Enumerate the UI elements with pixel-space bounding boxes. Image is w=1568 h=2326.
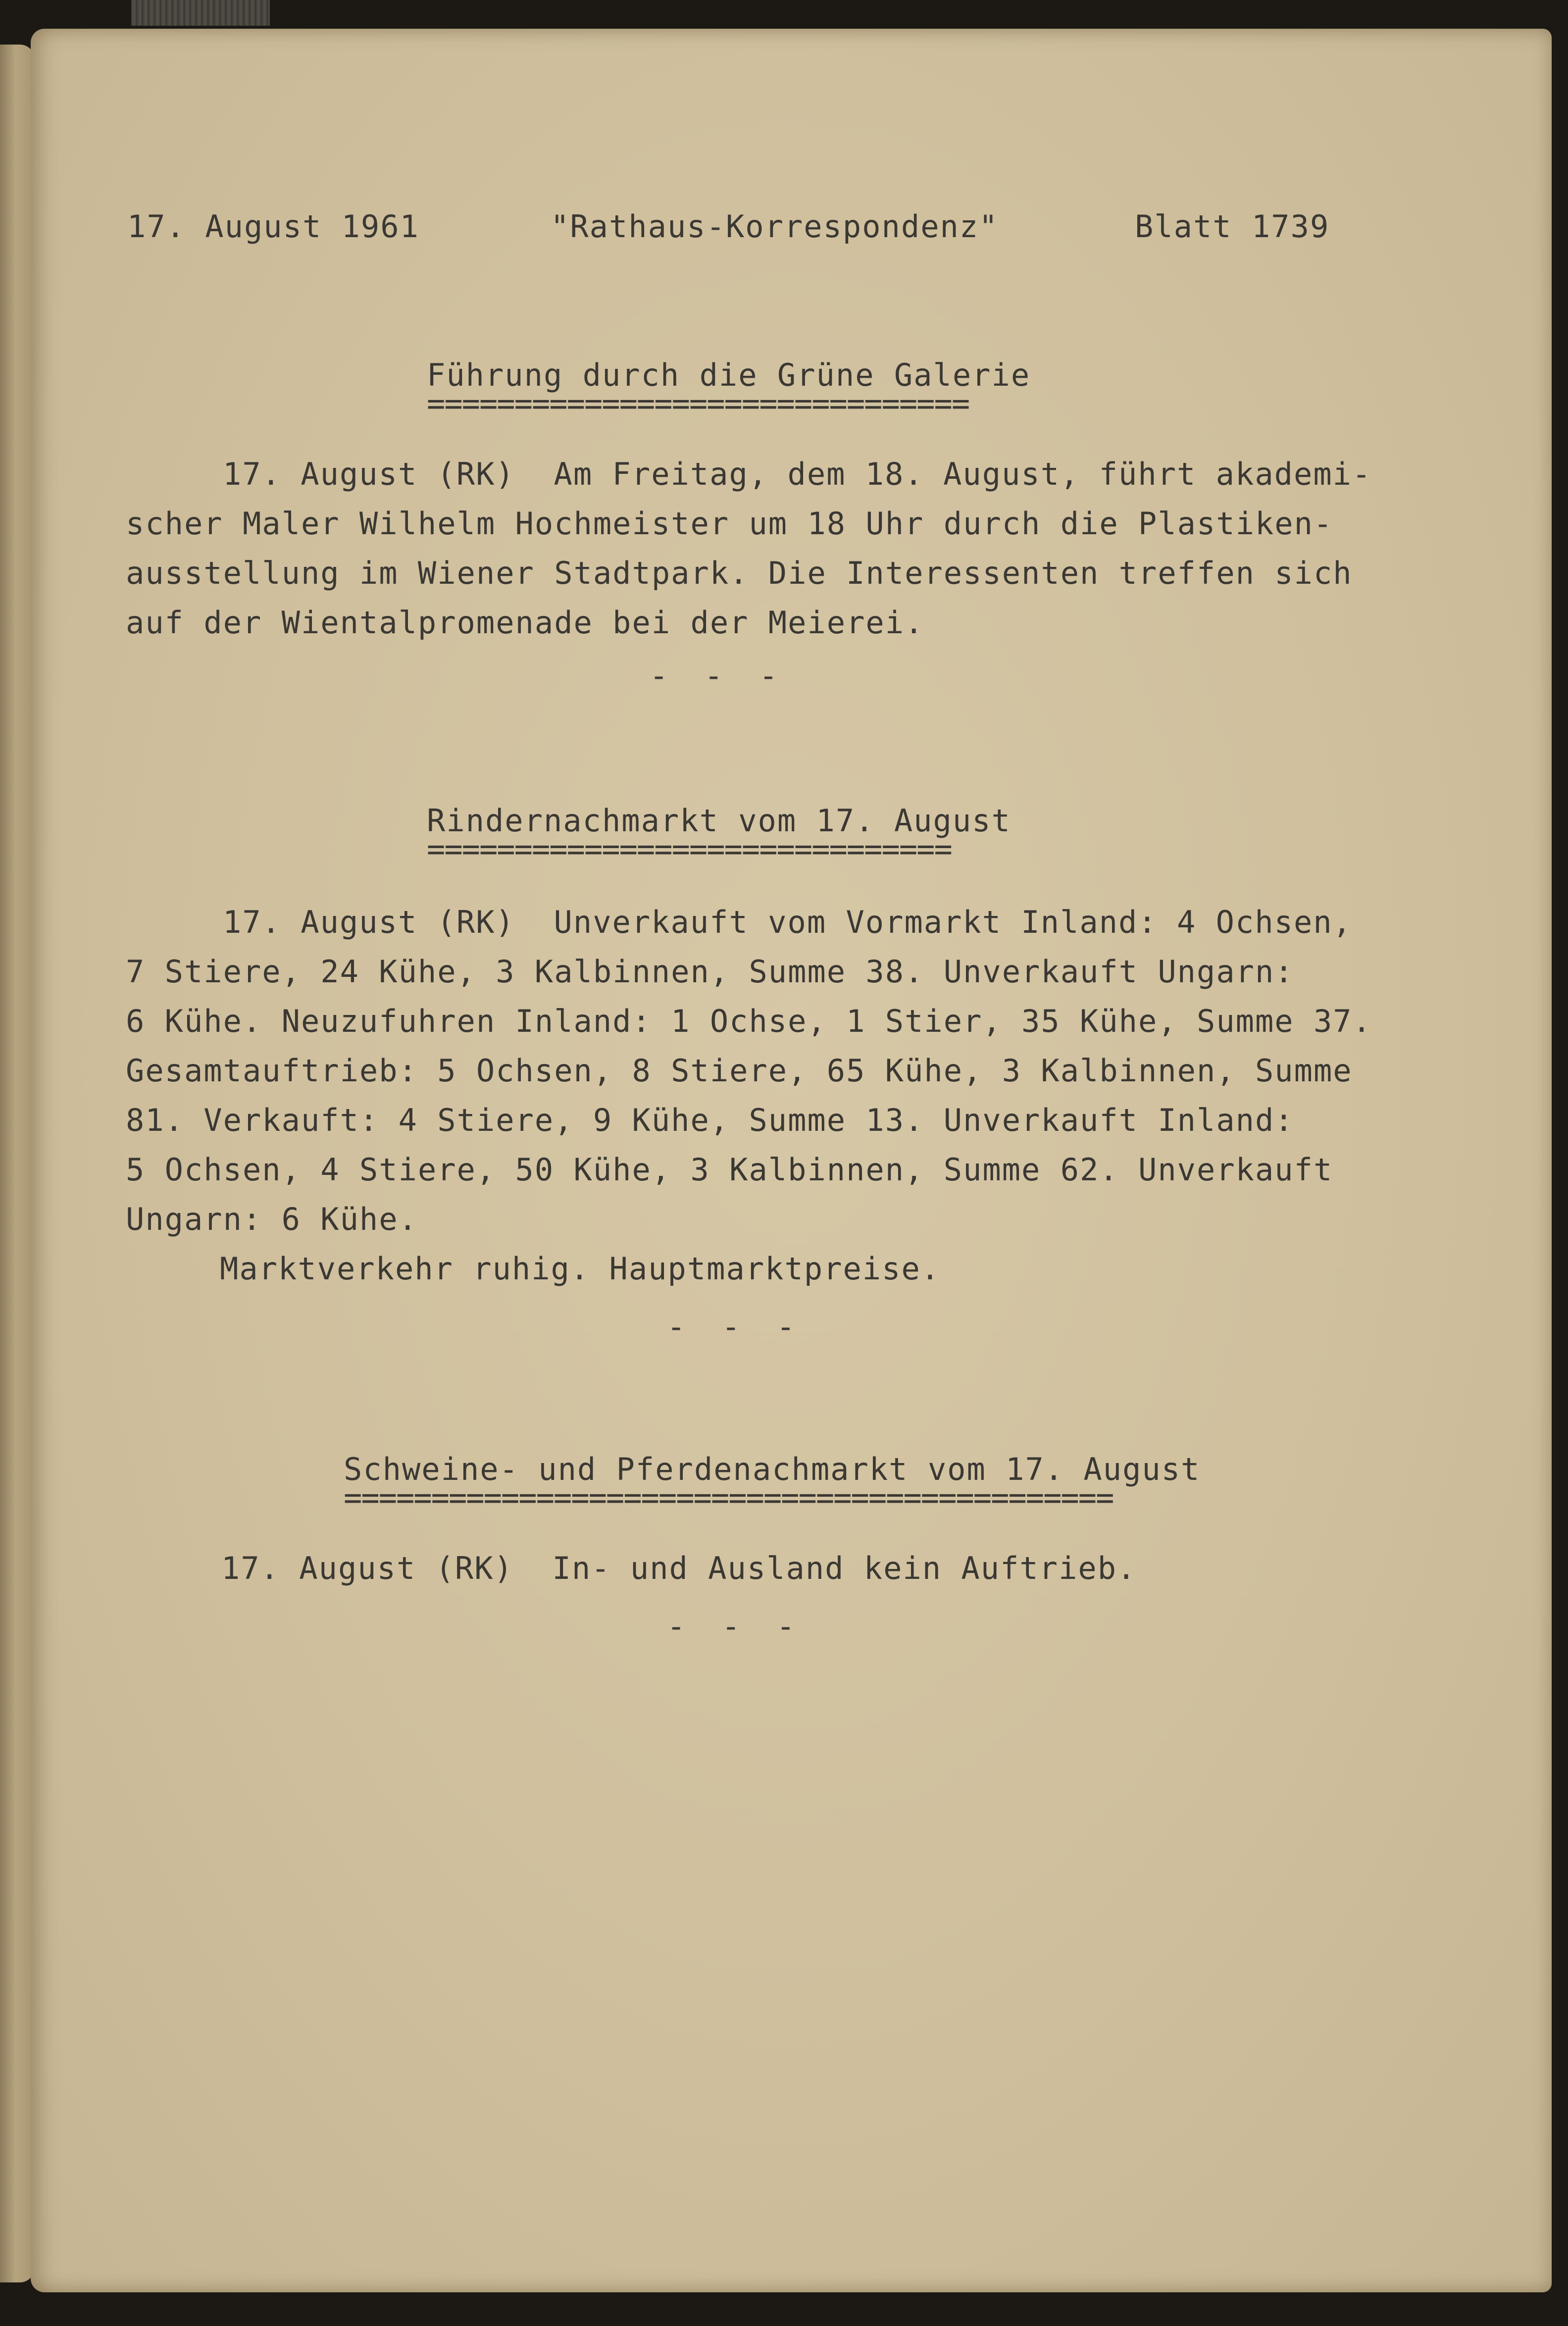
article-line: 6 Kühe. Neuzufuhren Inland: 1 Ochse, 1 Stier, 35 Kühe, Summe 37.	[126, 1003, 1372, 1039]
header-date: 17. August 1961	[127, 208, 419, 245]
left-page-edge	[0, 45, 35, 2282]
section-separator: - - -	[667, 1309, 804, 1345]
section-separator: - - -	[650, 657, 787, 694]
article-line: 17. August (RK) Am Freitag, dem 18. August, führt akademi-	[223, 456, 1372, 492]
article-line: 5 Ochsen, 4 Stiere, 50 Kühe, 3 Kalbinnen, Summe 62. Unverkauft	[126, 1152, 1333, 1188]
title-underline: ============================================	[344, 1488, 1113, 1508]
article-line: scher Maler Wilhelm Hochmeister um 18 Uhr durch die Plastiken-	[126, 506, 1333, 542]
header-sheet-number: Blatt 1739	[1135, 208, 1330, 245]
article-line: ausstellung im Wiener Stadtpark. Die Interessenten treffen sich	[126, 555, 1353, 591]
binding-strip	[131, 0, 270, 26]
article-line: 17. August (RK) In- und Ausland kein Auftrieb.	[221, 1550, 1137, 1586]
article-line: Ungarn: 6 Kühe.	[126, 1201, 418, 1237]
article-line: 17. August (RK) Unverkauft vom Vormarkt Inland: 4 Ochsen,	[223, 904, 1352, 940]
article-line: Gesamtauftrieb: 5 Ochsen, 8 Stiere, 65 Kühe, 3 Kalbinnen, Summe	[126, 1053, 1353, 1089]
article-title: Schweine- und Pferdenachmarkt vom 17. August	[344, 1451, 1201, 1487]
article-line: auf der Wientalpromenade bei der Meierei.	[126, 605, 924, 641]
header-publication: "Rathaus-Korrespondenz"	[551, 208, 999, 245]
document-page	[31, 29, 1552, 2292]
section-separator: - - -	[667, 1608, 804, 1644]
article-line: 7 Stiere, 24 Kühe, 3 Kalbinnen, Summe 38. Unverkauft Ungarn:	[126, 954, 1294, 990]
article-line: 81. Verkauft: 4 Stiere, 9 Kühe, Summe 13. Unverkauft Inland:	[126, 1102, 1294, 1138]
article-line: Marktverkehr ruhig. Hauptmarktpreise.	[220, 1251, 941, 1287]
title-underline: ===============================	[427, 394, 969, 413]
title-underline: ==============================	[427, 839, 952, 859]
article-title: Rindernachmarkt vom 17. August	[427, 803, 1011, 839]
article-title: Führung durch die Grüne Galerie	[427, 357, 1031, 393]
